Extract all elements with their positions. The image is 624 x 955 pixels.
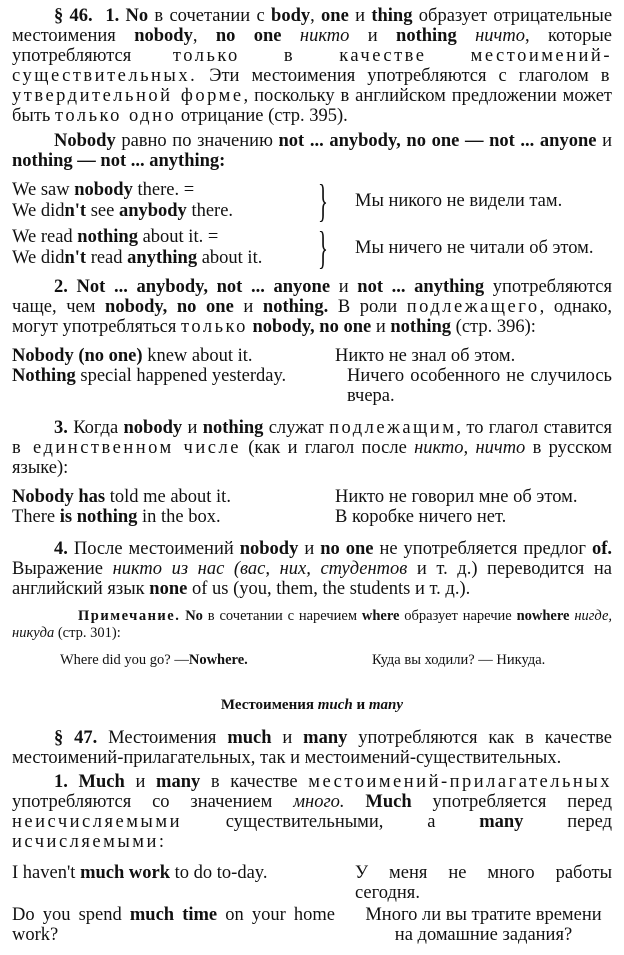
example-line: We didn't read anything about it. [12, 248, 263, 268]
note-label: Примечание. [78, 608, 181, 624]
section-47-item-1: 1. Much и many в качестве местоимений-прилагательных употребляются со значением много. Much употребляется перед неисчисляемыми существительными, а many перед исчисляемыми: [12, 772, 613, 852]
russian-translation: Никто не знал об этом. [335, 346, 516, 366]
example-line: We read nothing about it. = [12, 227, 219, 247]
english-example: There is nothing in the box. [12, 507, 221, 527]
example-row [12, 863, 612, 903]
english-example: Where did you go? —Nowhere. [60, 652, 248, 668]
example-line: We didn't see anybody there. [12, 201, 234, 221]
english-example: I haven't much work to do to-day. [12, 863, 268, 883]
brace-symbol: } [318, 222, 328, 273]
russian-translation: Мы ничего не читали об этом. [355, 238, 594, 258]
example-row [12, 905, 612, 945]
section-46-paragraph-1: § 46. 1. No в сочетании с body, one и thing образует отрицательные местоимения nobody, no one никто и nothing ничто, которые употребляются только в качестве местоимений-существительных. Эти местоимения употребляются с глаголом в утвердительной форме, поскольку в английском предложении может быть только одно отрицание (стр. 395). [12, 6, 613, 126]
example-row [12, 366, 612, 406]
example-row [12, 487, 612, 507]
russian-translation: У меня не много работы сегодня. [355, 863, 612, 903]
note-example-row [12, 652, 612, 669]
section-number: § 46. [54, 6, 93, 26]
english-examples [12, 227, 302, 269]
example-row [12, 346, 612, 366]
section-46-item-3: 3. Когда nobody и nothing служат подлежащим, то глагол ставится в единственном числе (как и глагол после никто, ничто в русском языке): [12, 418, 612, 478]
section-46-item-2: 2. Not ... anybody, not ... anyone и not ... anything употребляются чаще, чем nobody, no one и nothing. В роли подлежащего, однако, могут употребляться только nobody, no one и nothing (стр. 396): [12, 277, 612, 337]
section-number: § 47. [54, 728, 98, 748]
brace-symbol: } [318, 175, 328, 226]
section-46-item-4: 4. После местоимений nobody и no one не употребляется предлог of. Выражение никто из нас (вас, них, студентов и т. д.) переводится на английский язык none of us (you, them, the students и т. д.). [12, 539, 613, 599]
example-line: We saw nobody there. = [12, 180, 195, 200]
english-example: Nothing special happened yesterday. [12, 366, 287, 386]
example-pair-1 [12, 175, 612, 226]
example-pair-2 [12, 222, 612, 273]
english-example: Do you spend much time on your home work? [12, 905, 336, 945]
russian-translation: Никто не говорил мне об этом. [335, 487, 578, 507]
english-example: Nobody (no one) knew about it. [12, 346, 253, 366]
english-example: Nobody has told me about it. [12, 487, 231, 507]
russian-translation: Куда вы ходили? — Никуда. [372, 652, 546, 668]
russian-translation: Мы никого не видели там. [355, 191, 563, 211]
english-examples [12, 180, 302, 222]
section-46-paragraph-2: Nobody равно по значению not ... anybody, no one — not ... anyone и nothing — not ... anything: [12, 131, 612, 171]
section-heading: Местоимения much и many [220, 697, 404, 713]
example-row [12, 507, 612, 527]
note-paragraph: Примечание. No в сочетании с наречием where образует наречие nowhere нигде, никуда (стр. 301): [12, 608, 613, 641]
russian-translation: Ничего особенного не случилось вчера. [347, 366, 612, 406]
russian-translation: В коробке ничего нет. [335, 507, 507, 527]
section-47-paragraph-1: § 47. Местоимения much и many употребляются как в качестве местоимений-прилагательных, так и местоимений-существительных. [12, 728, 612, 768]
russian-translation: Много ли вы тратите времени на домашние задания? [365, 905, 602, 945]
